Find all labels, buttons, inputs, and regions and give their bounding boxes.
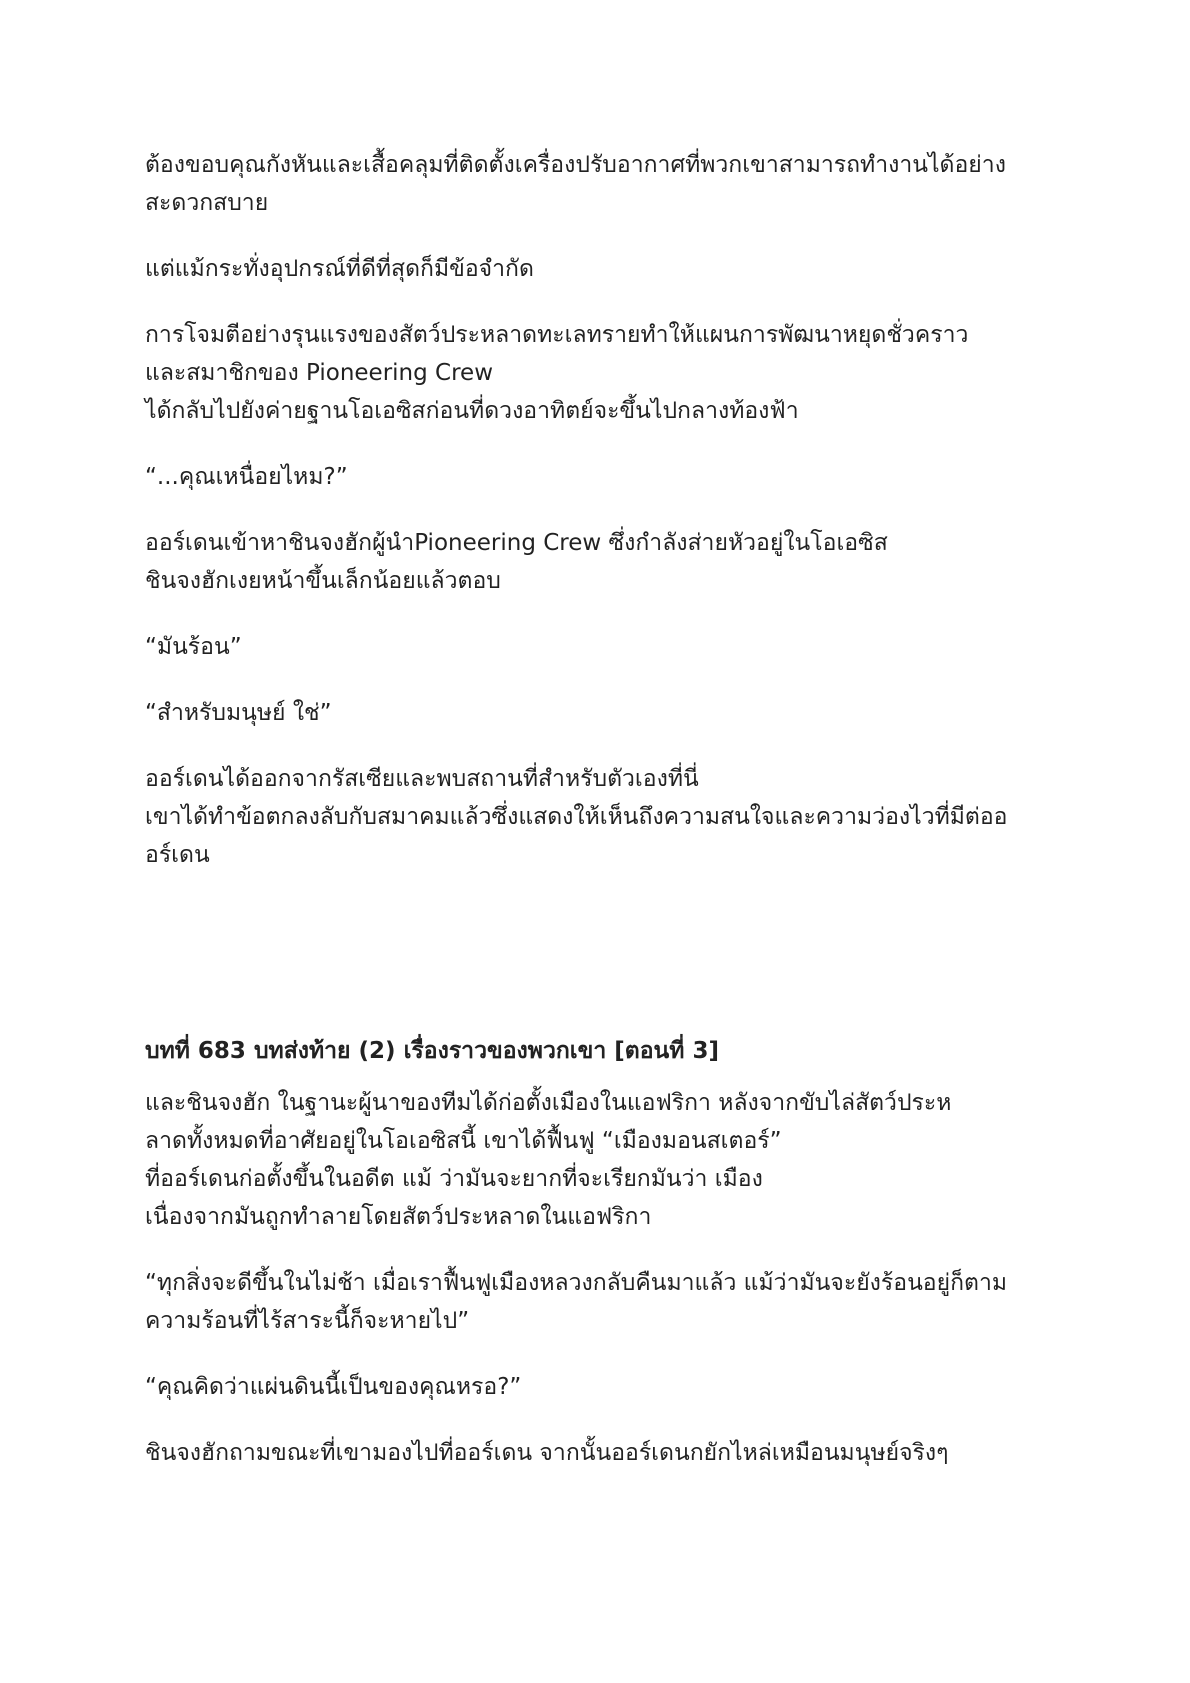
text-line: ได้กลับไปยังค่ายฐานโอเอซิสก่อนที่ดวงอาทิตย์จะขึ้นไปกลางท้องฟ้า	[145, 398, 799, 424]
text-line: ที่ออร์เดนก่อตั้งขึ้นในอดีต แม้ ว่ามันจะยากที่จะเรียกมันว่า เมือง	[145, 1166, 763, 1192]
chapter-heading: บทที่ 683 บทส่งท้าย (2) เรื่องราวของพวกเขา [ตอนที่ 3]	[145, 1038, 719, 1064]
text-line: ต้องขอบคุณกังหันและเสื้อคลุมที่ติดตั้งเครื่องปรับอากาศที่พวกเขาสามารถทำงานได้อย่าง	[145, 152, 1006, 178]
text-line: ออร์เดนได้ออกจากรัสเซียและพบสถานที่สำหรับตัวเองที่นี่	[145, 766, 699, 792]
text-line: และสมาชิกของ Pioneering Crew	[145, 360, 494, 386]
paragraph	[145, 760, 1075, 874]
text-line: ชินจงฮักเงยหน้าขึ้นเล็กน้อยแล้วตอบ	[145, 568, 501, 594]
text-line: แต่แม้กระทั่งอุปกรณ์ที่ดีที่สุดก็มีข้อจำกัด	[145, 256, 534, 282]
text-line: ความร้อนที่ไร้สาระนี้ก็จะหายไป”	[145, 1308, 470, 1334]
text-line: “คุณคิดว่าแผ่นดินนี้เป็นของคุณหรอ?”	[145, 1374, 522, 1400]
text-line: “...คุณเหนื่อยไหม?”	[145, 464, 348, 490]
paragraph	[145, 146, 1075, 222]
dialogue-paragraph	[145, 628, 1075, 666]
text-line: เนื่องจากมันถูกทำลายโดยสัตว์ประหลาดในแอฟริกา	[145, 1204, 652, 1230]
dialogue-paragraph	[145, 458, 1075, 496]
text-line: ออร์เดนเข้าหาชินจงฮักผู้นำPioneering Crew ซึ่งกำลังส่ายหัวอยู่ในโอเอซิส	[145, 530, 888, 556]
paragraph	[145, 250, 1075, 288]
paragraph	[145, 316, 1075, 430]
dialogue-paragraph	[145, 1264, 1075, 1340]
paragraph	[145, 524, 1075, 600]
paragraph	[145, 1084, 1075, 1236]
paragraph	[145, 1434, 1075, 1472]
text-line: “ทุกสิ่งจะดีขึ้นในไม่ช้า เมื่อเราฟื้นฟูเมืองหลวงกลับคืนมาแล้ว แม้ว่ามันจะยังร้อนอยู่ก็ตาม	[145, 1270, 1008, 1296]
text-line: “สำหรับมนุษย์ ใช่”	[145, 700, 332, 726]
text-line: สะดวกสบาย	[145, 190, 269, 216]
text-line: เขาได้ทำข้อตกลงลับกับสมาคมแล้วซึ่งแสดงให้เห็นถึงความสนใจและความว่องไวที่มีต่ออ	[145, 804, 1008, 830]
text-line: อร์เดน	[145, 842, 210, 868]
text-line: การโจมตีอย่างรุนแรงของสัตว์ประหลาดทะเลทรายทำให้แผนการพัฒนาหยุดชั่วคราว	[145, 322, 969, 348]
text-line: ลาดทั้งหมดที่อาศัยอยู่ในโอเอซิสนี้ เขาได้ฟื้นฟู “เมืองมอนสเตอร์”	[145, 1128, 782, 1154]
text-line: ชินจงฮักถามขณะที่เขามองไปที่ออร์เดน จากนั้นออร์เดนกยักไหล่เหมือนมนุษย์จริงๆ	[145, 1440, 949, 1466]
document-body	[145, 146, 1075, 1472]
dialogue-paragraph	[145, 1368, 1075, 1406]
text-line: “มันร้อน”	[145, 634, 242, 660]
dialogue-paragraph	[145, 694, 1075, 732]
text-line: และชินจงฮัก ในฐานะผู้นาของทีมได้ก่อตั้งเมืองในแอฟริกา หลังจากขับไล่สัตว์ประห	[145, 1090, 952, 1116]
